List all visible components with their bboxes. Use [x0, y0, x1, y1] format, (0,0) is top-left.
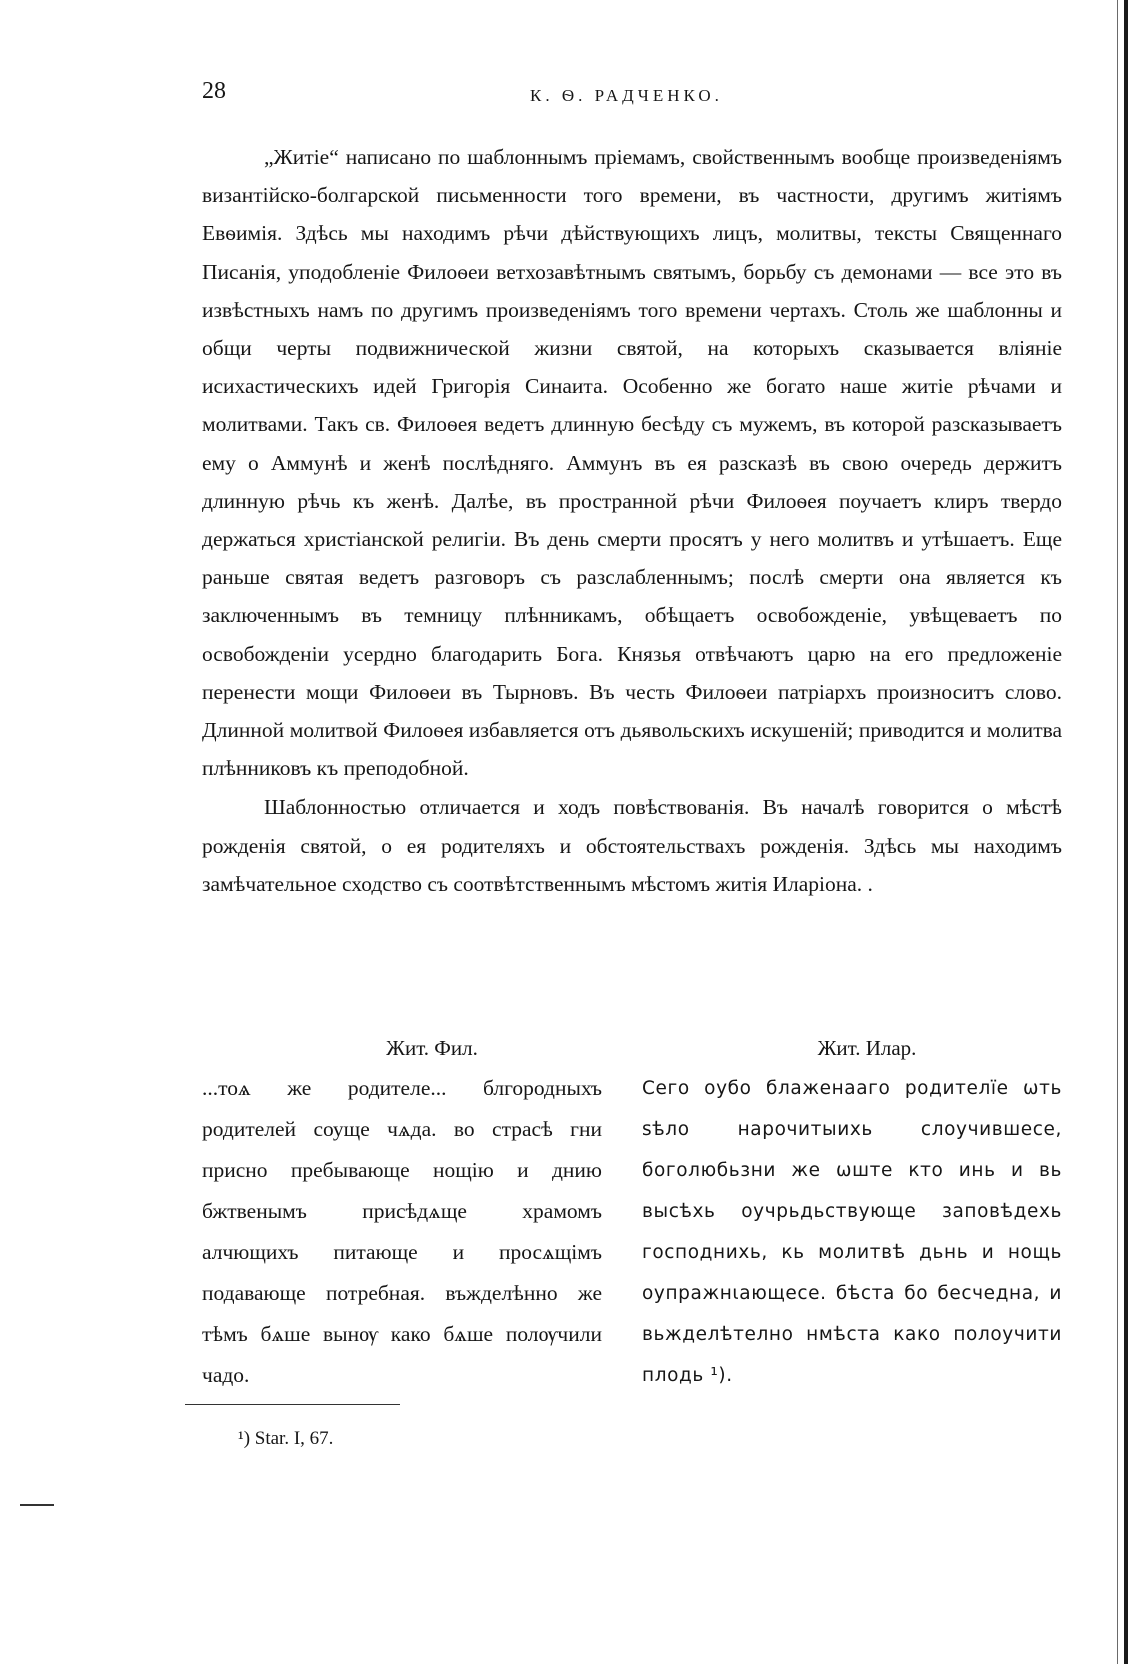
- paragraph-2: [202, 788, 1062, 903]
- main-text: [202, 138, 1062, 903]
- paragraph-2-text: Шаблонностью отличается и ходъ повѣствованія. Въ началѣ говорится о мѣстѣ рожденія святой, о ея родителяхъ и обстоятельствахъ рожденія. Здѣсь мы находимъ замѣчательное сходство съ соотвѣтственнымъ мѣстомъ житія Иларіона.: [202, 795, 1062, 896]
- paragraph-1: „Житіе“ написано по шаблоннымъ пріемамъ, свойственнымъ вообще произведеніямъ византійско-болгарской письменности того времени, въ частности, другимъ житіямъ Евѳимія. Здѣсь мы находимъ рѣчи дѣйствующихъ лицъ, молитвы, тексты Священнаго Писанія, уподобленіе Филоѳеи ветхозавѣтнымъ святымъ, борьбу съ демонами — все это въ извѣстныхъ намъ по другимъ произведеніямъ того времени чертахъ. Столь же шаблонны и общи черты подвижнической жизни святой, на которыхъ сказывается вліяніе исихастическихъ идей Григорія Синаита. Особенно же богато наше житіе рѣчами и молитвами. Такъ св. Филоѳея ведетъ длинную бесѣду съ мужемъ, въ которой разсказываетъ ему о Аммунѣ и женѣ послѣдняго. Аммунъ въ ея разсказѣ въ свою очередь держитъ длинную рѣчь къ женѣ. Далѣе, въ пространной рѣчи Филоѳея поучаетъ клиръ твердо держаться христіанской религіи. Въ день смерти просятъ у него молитвъ и утѣшаетъ. Еще раньше святая ведетъ разговоръ съ разслабленнымъ; послѣ смерти она является къ заключеннымъ въ темницу плѣнникамъ, обѣщаетъ освобожденіе, увѣщеваетъ по освобожденіи усердно благодарить Бога. Князья отвѣчаютъ царю на его предложеніе перенести мощи Филоѳеи въ Тырновъ. Въ честь Филоѳеи патріархъ произноситъ слово. Длинной молитвой Филоѳея избавляется отъ дьявольскихъ искушеній; приводится и молитва плѣнниковъ къ преподобной.: [202, 145, 1062, 781]
- column-zhitie-ilariona: [642, 1030, 1062, 1396]
- page-edge-shadow: [1117, 0, 1118, 1664]
- footnote-rule: [185, 1404, 400, 1405]
- column-heading-right: Жит. Илар.: [817, 1036, 917, 1060]
- column-heading-left: Жит. Фил.: [386, 1036, 478, 1060]
- page-number: 28: [202, 78, 226, 104]
- column-text-left: ...тоѧ же родителе... блгородныхъ родителей соуще чѧда. во страсѣ гни присно пребывающе нощію и днию бжтвенымъ присѣдѧще храмомъ алчющихъ питающе и просѧщімъ подавающе потребная. въжделѣнно же тѣмъ бѧше вынѹ како бѧше полѹчили чадо.: [202, 1076, 602, 1387]
- running-header: К. Ѳ. РАДЧЕНКО.: [530, 86, 723, 105]
- page-binding-edge: [1124, 0, 1128, 1664]
- scan-artifact-mark: [20, 1504, 54, 1506]
- column-zhitie-filotei: [202, 1030, 602, 1396]
- column-text-right: Сего оубо блаженааго родителїе ѡть ѕѣло нарочитыихь слоучившесе, боголюбьзни же ѡште кто инь и вь высѣхь оучрьдьствующе заповѣдехь господнихь, кь молитвѣ дьнь и нощь оупражнιающесе. бѣста бо бесчедна, и вьжделѣтелно нмѣста како полоучити плодь ¹).: [642, 1078, 1062, 1386]
- paragraph-2-tail: .: [862, 871, 873, 896]
- footnote: ¹) Star. I, 67.: [238, 1428, 334, 1449]
- parallel-text-comparison: [202, 1030, 1062, 1387]
